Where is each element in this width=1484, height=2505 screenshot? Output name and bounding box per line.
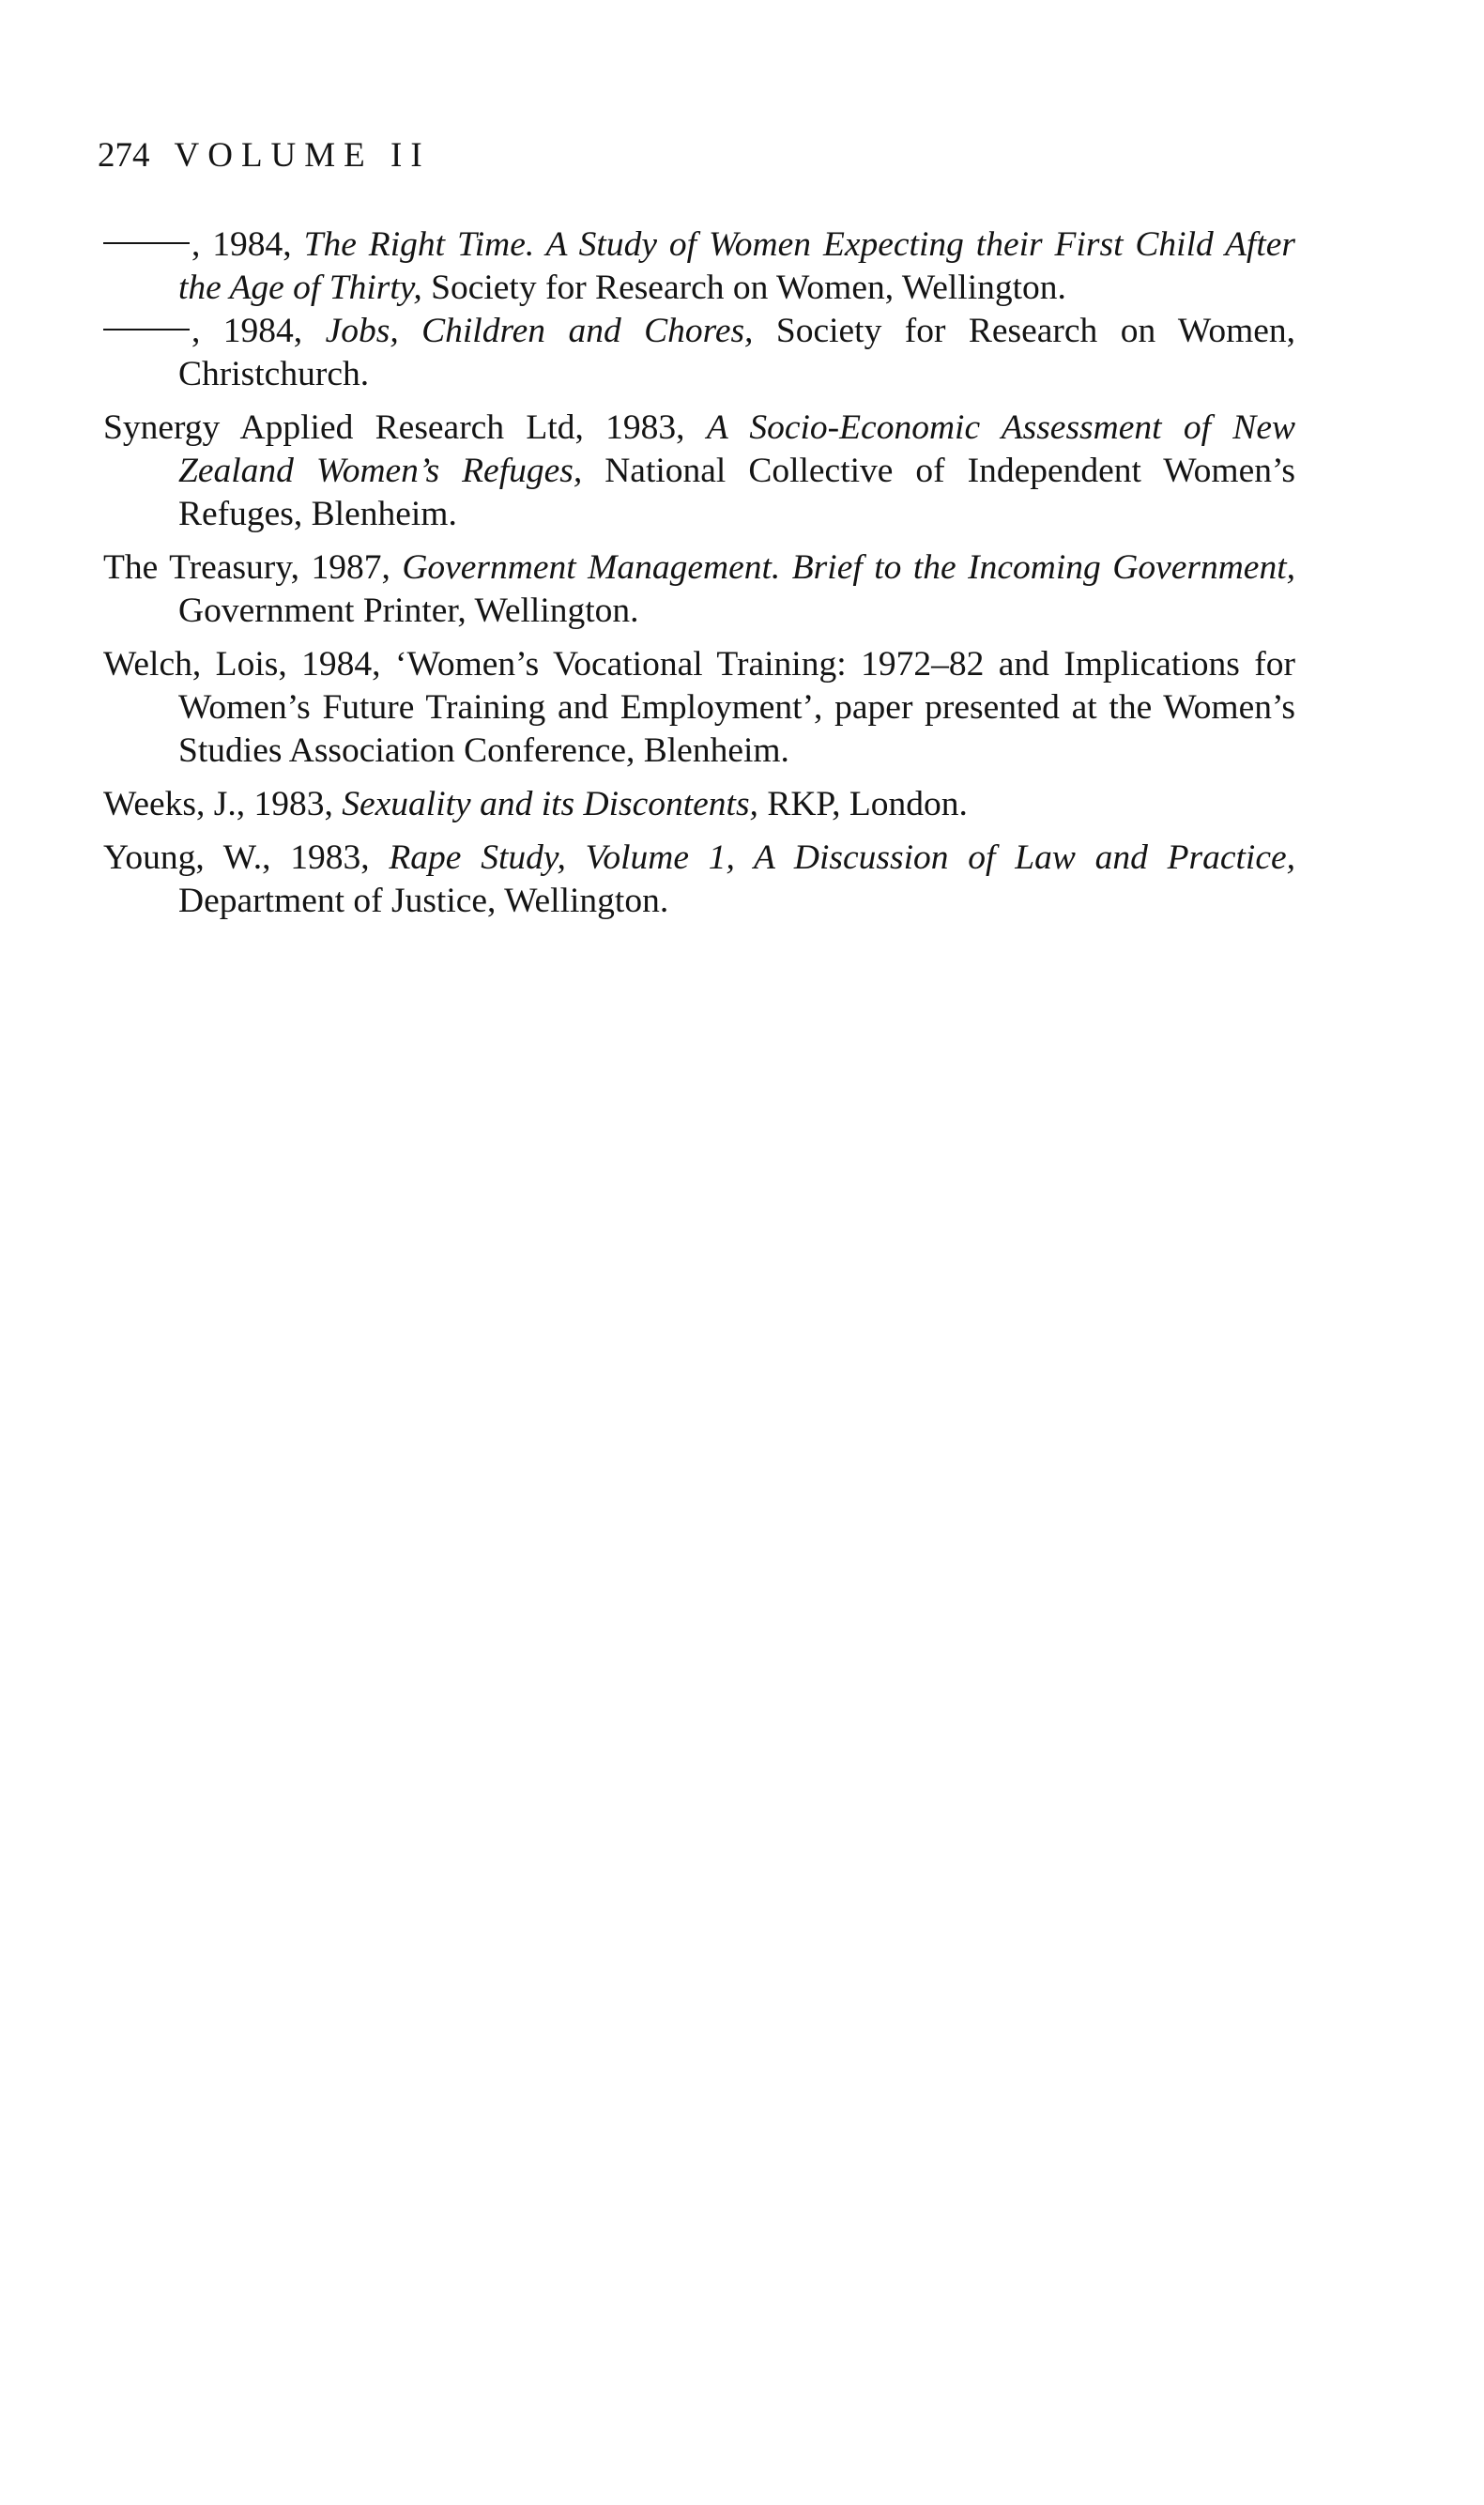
reference-year: , 1984, [191, 225, 304, 264]
reference-title: A Socio-Economic Assessment of New Zealand Women’s Refuges, [178, 408, 1295, 490]
reference-title: Jobs, Children and Chores, [325, 312, 754, 350]
reference-title: Rape Study, Volume 1, A Discussion of Law and Practice, [389, 838, 1295, 877]
reference-publisher: RKP, London. [757, 785, 968, 823]
reference-text: Welch, Lois, 1984, ‘Women’s Vocational Training: 1972–82 and Implications for Women’s Future Training and Employment’, paper presented at the Women’s Studies Association Conference, Blenheim. [103, 645, 1295, 770]
reference-author: Weeks, J., 1983, [103, 785, 343, 823]
page-number: 274 [98, 136, 150, 175]
reference-author: Synergy Applied Research Ltd, 1983, [103, 408, 707, 447]
volume-title: VOLUME II [174, 136, 431, 175]
reference-author: The Treasury, 1987, [103, 548, 403, 587]
reference-publisher: Society for Research on Women, Wellington. [421, 269, 1066, 307]
repeated-author-dash [103, 242, 190, 244]
reference-entry [103, 546, 1295, 633]
reference-publisher: Department of Justice, Wellington. [178, 882, 669, 920]
reference-author: Young, W., 1983, [103, 838, 390, 877]
reference-entry [103, 223, 1295, 310]
reference-entry [103, 837, 1295, 923]
reference-entry [103, 407, 1295, 536]
reference-title: The Right Time. A Study of Women Expecting their First Child After the Age of Thirty, [178, 225, 1295, 307]
repeated-author-dash [103, 329, 190, 330]
reference-publisher: Government Printer, Wellington. [178, 592, 639, 630]
running-head [98, 134, 431, 177]
reference-list [103, 223, 1295, 933]
reference-publisher: Society for Research on Women, Christchurch. [178, 312, 1296, 393]
reference-entry [103, 783, 1295, 826]
reference-year: , 1984, [191, 312, 326, 350]
reference-entry [103, 643, 1295, 773]
reference-title: Government Management. Brief to the Incoming Government, [402, 548, 1295, 587]
reference-publisher: National Collective of Independent Women’s Refuges, Blenheim. [178, 452, 1295, 533]
reference-title: Sexuality and its Discontents, [342, 785, 758, 823]
reference-entry [103, 310, 1295, 396]
